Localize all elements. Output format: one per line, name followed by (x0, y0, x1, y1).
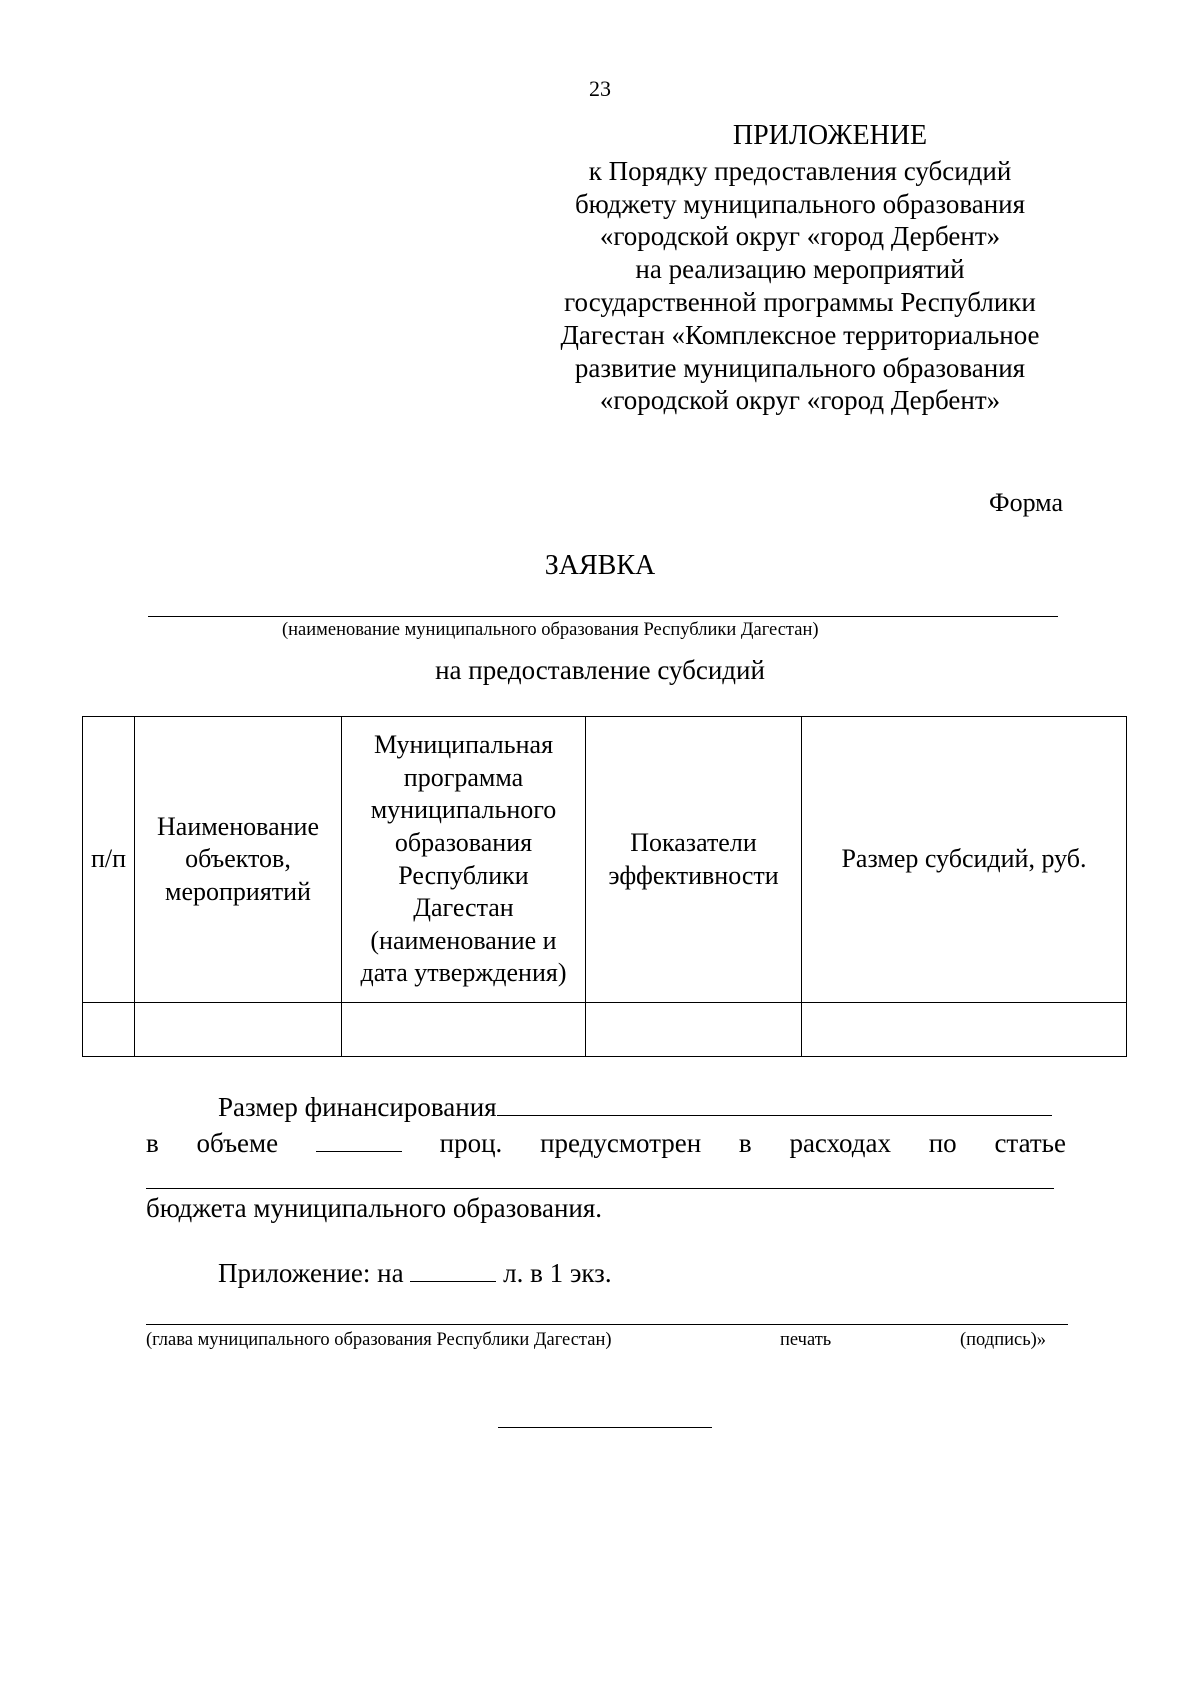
appendix-line: Дагестан «Комплексное территориальное (560, 319, 1040, 350)
header-text: мероприятий (165, 876, 311, 906)
form-label: Форма (989, 488, 1063, 517)
table-cell[interactable] (802, 1003, 1127, 1057)
municipality-name-line (148, 616, 1058, 617)
header-text: дата утверждения) (360, 958, 567, 988)
seal-caption: печать (780, 1330, 832, 1350)
volume-word: статье (994, 1128, 1066, 1158)
attachment-prefix: Приложение: на (218, 1258, 404, 1288)
header-text: (наименование и (370, 925, 557, 955)
header-text: Наименование (157, 811, 319, 841)
header-text: образования (394, 827, 533, 857)
header-text: программа (403, 762, 524, 792)
table-cell[interactable] (342, 1003, 586, 1057)
municipality-caption: (наименование муниципального образования Республики Дагестан) (282, 620, 819, 640)
volume-word: в (738, 1128, 752, 1158)
percent-blank[interactable] (316, 1129, 402, 1152)
budget-article-line[interactable] (146, 1188, 1054, 1189)
header-text: Республики (398, 860, 529, 890)
table-cell[interactable] (83, 1003, 135, 1057)
header-object-name (135, 717, 342, 1003)
financing-line (218, 1092, 1052, 1123)
appendix-line: государственной программы Республики (564, 286, 1036, 317)
financing-blank[interactable] (497, 1115, 1052, 1116)
table-cell[interactable] (586, 1003, 802, 1057)
header-text: объектов, (185, 844, 291, 874)
appendix-line: к Порядку предоставления субсидий (588, 155, 1012, 186)
header-number (83, 717, 135, 1003)
attachment-line (218, 1258, 612, 1289)
financing-label: Размер финансирования (218, 1092, 497, 1122)
volume-row (146, 1128, 1066, 1159)
volume-word: по (928, 1128, 957, 1158)
appendix-line: «городской округ «город Дербент» (599, 385, 1001, 416)
volume-word: объеме (196, 1128, 279, 1158)
appendix-line: «городской округ «город Дербент» (599, 221, 1001, 252)
document-subtitle: на предоставление субсидий (435, 655, 765, 685)
appendix-line: на реализацию мероприятий (635, 254, 965, 285)
volume-word: проц. (439, 1128, 503, 1158)
sheets-blank[interactable] (410, 1281, 496, 1282)
header-text: муниципального (370, 795, 557, 825)
signature-caption: (подпись)» (960, 1330, 1047, 1350)
header-text: Показатели (630, 827, 757, 857)
head-caption: (глава муниципального образования Республики Дагестан) (146, 1330, 612, 1350)
appendix-title: ПРИЛОЖЕНИЕ (732, 120, 928, 151)
header-text: Муниципальная (373, 730, 554, 760)
signature-line[interactable] (146, 1324, 1068, 1325)
appendix-line: развитие муниципального образования (574, 352, 1026, 383)
appendix-header (520, 120, 1080, 417)
header-municipal-program (342, 717, 586, 1003)
header-text: эффективности (608, 860, 779, 890)
closing-divider (498, 1427, 712, 1428)
subsidy-table (82, 716, 1127, 1057)
volume-word: в (146, 1128, 159, 1158)
header-indicators (586, 717, 802, 1003)
attachment-suffix: л. в 1 экз. (503, 1258, 612, 1288)
header-subsidy-amount (802, 717, 1127, 1003)
header-text: Дагестан (413, 893, 514, 923)
table-cell[interactable] (135, 1003, 342, 1057)
budget-line: бюджета муниципального образования. (146, 1193, 603, 1223)
appendix-line: бюджету муниципального образования (574, 188, 1026, 219)
header-number-label: п/п (90, 844, 127, 874)
volume-word: предусмотрен (540, 1128, 702, 1158)
table-header-row (83, 717, 1127, 1003)
page-number: 23 (589, 76, 611, 101)
document-title: ЗАЯВКА (544, 550, 656, 581)
volume-word: расходах (789, 1128, 891, 1158)
header-text: Размер субсидий, руб. (841, 844, 1087, 874)
table-row (83, 1003, 1127, 1057)
